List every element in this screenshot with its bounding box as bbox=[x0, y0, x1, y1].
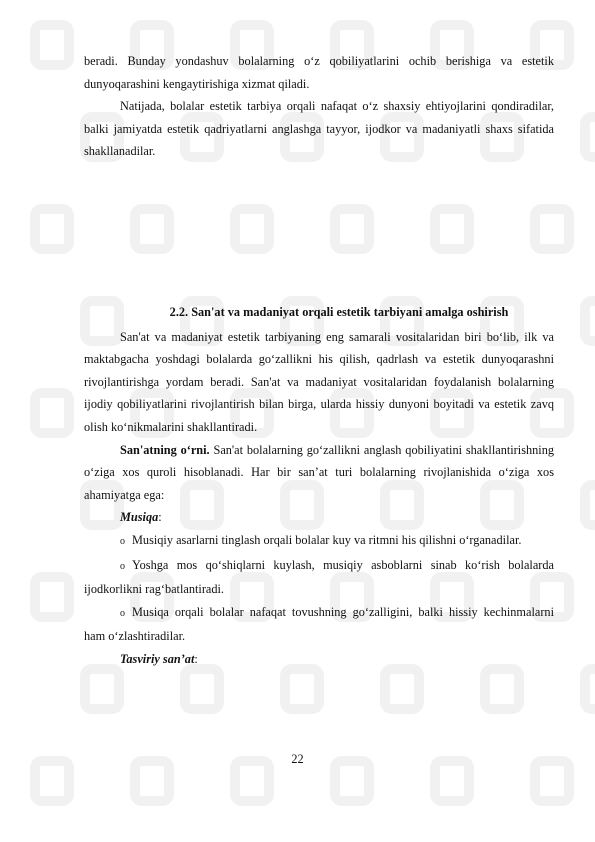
page-number: 22 bbox=[291, 752, 304, 766]
music-label: Musiqa bbox=[120, 510, 159, 525]
top-paragraph: beradi. Bunday yondashuv bolalarning o‘z qobiliyatlarini ochib berishiga va estetik dunyoqarashini kengaytirishiga xizmat qiladi. bbox=[84, 54, 554, 91]
bullet-circle-icon: o bbox=[120, 607, 125, 619]
bullet-circle-icon: o bbox=[120, 560, 125, 572]
role-lead: San'atning o‘rni. bbox=[120, 442, 210, 457]
watermark-tile bbox=[580, 296, 595, 346]
music-bullet-3 bbox=[84, 601, 554, 648]
visual-art-heading bbox=[120, 648, 554, 671]
watermark-tile bbox=[480, 664, 524, 714]
role-paragraph bbox=[84, 439, 554, 507]
section-heading: 2.2. San'at va madaniyat orqali estetik tarbiyani amalga oshirish bbox=[169, 304, 509, 319]
visual-art-label: Tasviriy san’at bbox=[120, 651, 195, 666]
watermark-tile bbox=[30, 204, 74, 254]
watermark-tile bbox=[280, 664, 324, 714]
document-page bbox=[84, 50, 554, 670]
bullet-circle-icon: o bbox=[120, 535, 125, 547]
music-item-text: Musiqiy asarlarni tinglash orqali bolalar kuy va ritmni his qilishni o‘rganadilar. bbox=[132, 532, 522, 547]
watermark-tile bbox=[30, 20, 74, 70]
watermark-tile bbox=[180, 664, 224, 714]
music-item-text: Musiqa orqali bolalar nafaqat tovushning go‘zalligini, balki hissiy kechinmalarni ham o‘zlashtiradilar. bbox=[84, 604, 554, 644]
watermark-tile bbox=[380, 664, 424, 714]
music-colon: : bbox=[158, 510, 162, 525]
visual-art-colon: : bbox=[194, 651, 198, 666]
music-heading bbox=[120, 506, 554, 529]
role-text: San'at bolalarning go‘zallikni anglash qobiliyatini shakllantirishning o‘ziga xos quroli hisoblanadi. Har bir san’at turi bolalarning rivojlanishida o‘ziga xos ahamiyatga ega: bbox=[84, 442, 554, 502]
watermark-tile bbox=[580, 480, 595, 530]
second-paragraph: Natijada, bolalar estetik tarbiya orqali nafaqat o‘z shaxsiy ehtiyojlarini qondiradilar, balki jamiyatda estetik qadriyatlarni anglashga tayyor, ijodkor va madaniyatli shaxs sifatida shakllanadilar. bbox=[84, 99, 554, 159]
watermark-tile bbox=[30, 388, 74, 438]
music-bullet-2 bbox=[84, 554, 554, 601]
music-bullet-1 bbox=[84, 529, 554, 554]
blank-space bbox=[84, 163, 554, 301]
watermark-tile bbox=[30, 572, 74, 622]
section-paragraph: San'at va madaniyat estetik tarbiyaning eng samarali vositalaridan biri bo‘lib, ilk va maktabgacha yoshdagi bolalarda go‘zallikni his qilish, qadrlash va estetik dunyoqarashni rivojlantirishga yordam beradi. San'at va madaniyat vositalaridan foydalanish bolalarning ijodiy qobiliyatlarini rivojlantirish bilan birga, ularda hissiy dunyoni boyitadi va estetik zavq olish ko‘nikmalarini shakllantiradi. bbox=[84, 329, 554, 434]
watermark-tile bbox=[580, 112, 595, 162]
watermark-tile bbox=[580, 664, 595, 714]
watermark-tile bbox=[80, 664, 124, 714]
music-item-text: Yoshga mos qo‘shiqlarni kuylash, musiqiy asboblarni sinab ko‘rish bolalarda ijodkorlikni rag‘batlantiradi. bbox=[84, 557, 554, 597]
